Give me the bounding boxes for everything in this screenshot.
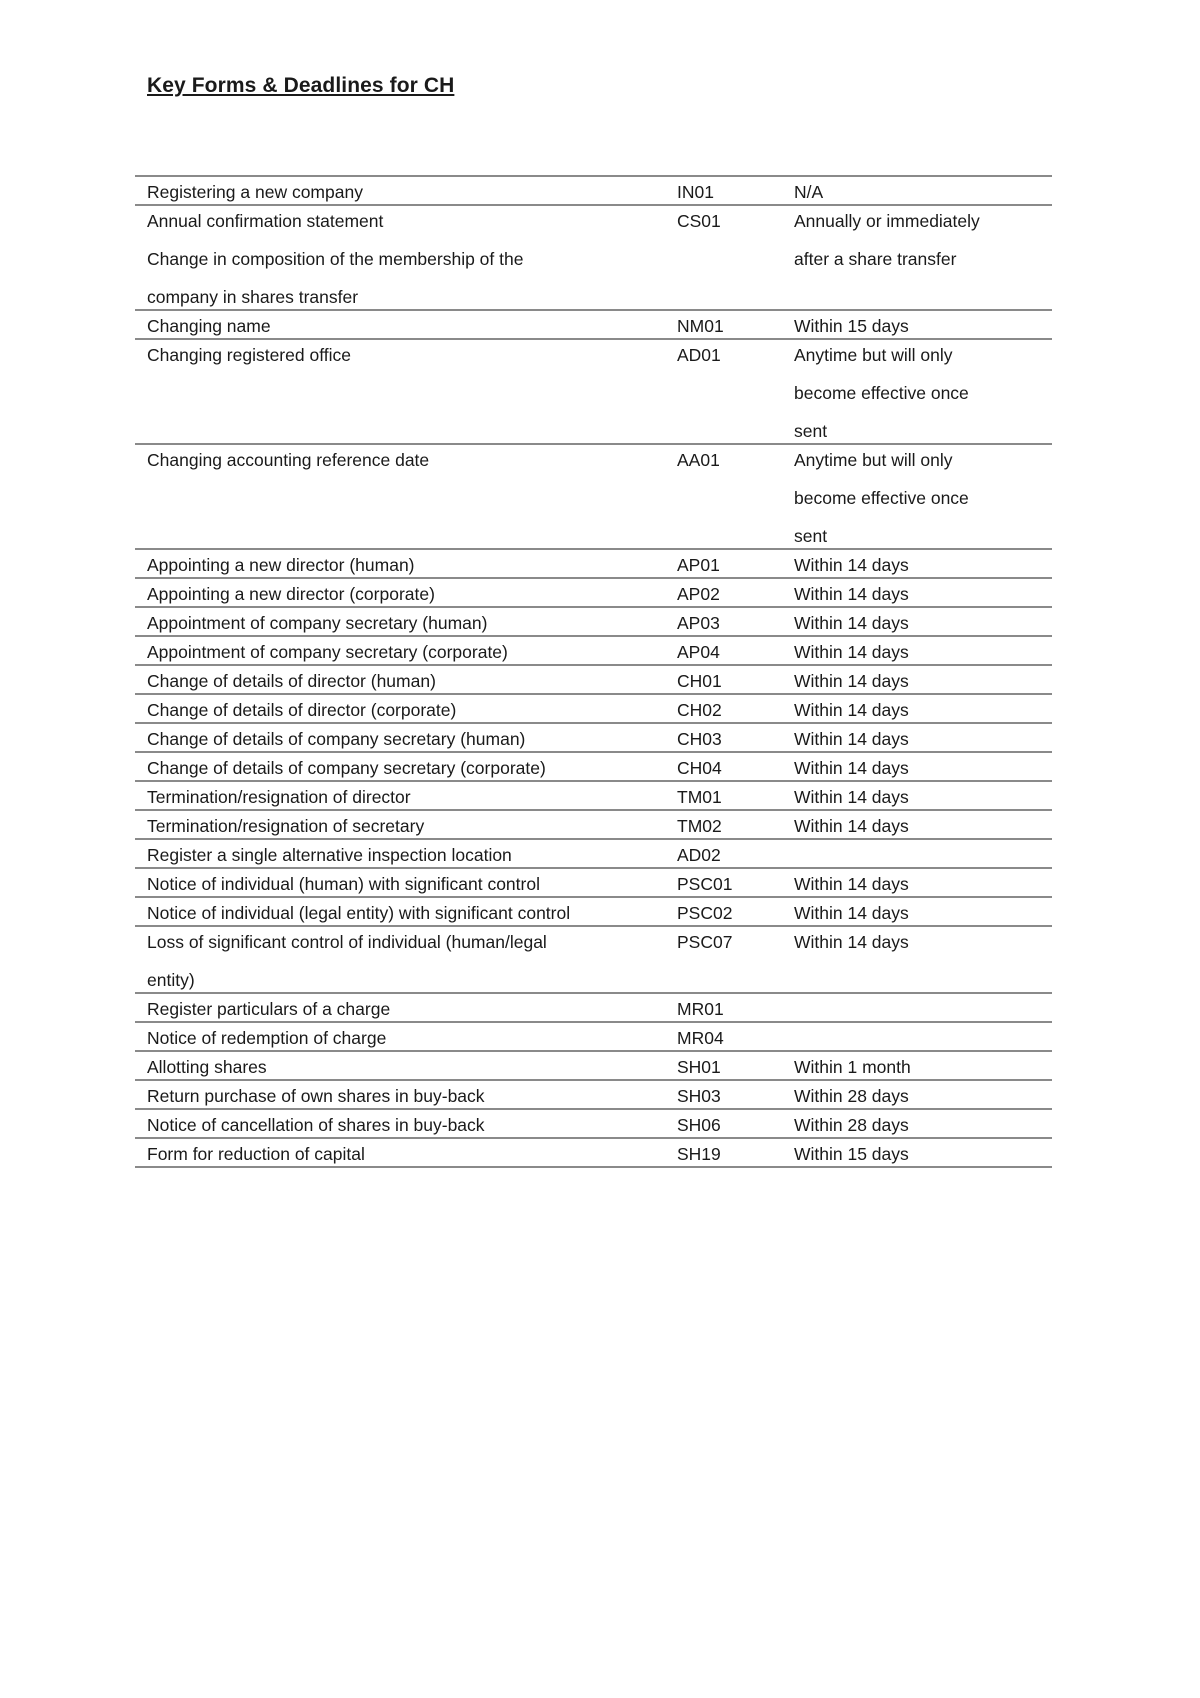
cell-form-code: TM01 [677, 787, 722, 807]
deadline-line: Within 15 days [794, 316, 909, 336]
cell-form-code: NM01 [677, 316, 724, 336]
description-line: Termination/resignation of secretary [147, 816, 425, 836]
description-line: Notice of redemption of charge [147, 1028, 387, 1048]
cell-form-code: MR04 [677, 1028, 724, 1048]
cell-form-code: CH04 [677, 758, 722, 778]
cell-description [135, 781, 669, 810]
cell-description [135, 578, 669, 607]
table-row [135, 897, 1052, 926]
description-line: Loss of significant control of individual (human/legal [147, 932, 547, 952]
description-line: Notice of cancellation of shares in buy-back [147, 1115, 485, 1135]
cell-form-code: AP01 [677, 555, 720, 575]
table-row [135, 723, 1052, 752]
cell-deadline [782, 607, 1052, 636]
cell-deadline [782, 310, 1052, 339]
cell-description [135, 636, 669, 665]
deadline-line: Within 28 days [794, 1086, 909, 1106]
deadline-line: N/A [794, 182, 824, 202]
cell-deadline [782, 993, 1052, 1022]
deadline-line: Within 14 days [794, 903, 909, 923]
cell-description [135, 752, 669, 781]
deadline-line: Within 14 days [794, 642, 909, 662]
cell-description [135, 607, 669, 636]
deadline-line: become effective once [794, 383, 969, 403]
deadline-line: Annually or immediately [794, 211, 980, 231]
deadline-line: Within 14 days [794, 613, 909, 633]
description-line: Register particulars of a charge [147, 999, 391, 1019]
table-row [135, 1138, 1052, 1167]
deadline-line: Within 14 days [794, 787, 909, 807]
cell-form-code: AA01 [677, 450, 720, 470]
deadline-line: Within 14 days [794, 758, 909, 778]
table-row [135, 1109, 1052, 1138]
table-row [135, 1022, 1052, 1051]
description-line: Change of details of company secretary (corporate) [147, 758, 546, 778]
cell-deadline [782, 205, 1052, 310]
cell-description [135, 1109, 669, 1138]
cell-deadline [782, 578, 1052, 607]
deadline-line: after a share transfer [794, 249, 957, 269]
deadline-line: become effective once [794, 488, 969, 508]
table-row [135, 607, 1052, 636]
cell-description [135, 810, 669, 839]
description-line: Change of details of director (corporate) [147, 700, 457, 720]
deadline-line: sent [794, 526, 828, 546]
cell-form-code: IN01 [677, 182, 714, 202]
cell-deadline [782, 868, 1052, 897]
cell-deadline [782, 549, 1052, 578]
description-line: Change of details of company secretary (human) [147, 729, 526, 749]
deadline-line: sent [794, 421, 828, 441]
table-row [135, 781, 1052, 810]
cell-form-code: TM02 [677, 816, 722, 836]
cell-description [135, 310, 669, 339]
cell-deadline [782, 665, 1052, 694]
table-row [135, 752, 1052, 781]
table-row [135, 1051, 1052, 1080]
table-row [135, 205, 1052, 310]
cell-form-code: SH03 [677, 1086, 721, 1106]
cell-form-code: AP03 [677, 613, 720, 633]
cell-description [135, 1051, 669, 1080]
cell-deadline [782, 339, 1052, 444]
deadline-line: Within 14 days [794, 932, 909, 952]
description-line: Change in composition of the membership of the [147, 249, 524, 269]
cell-description [135, 868, 669, 897]
description-line: Registering a new company [147, 182, 363, 202]
description-line: Termination/resignation of director [147, 787, 411, 807]
cell-form-code: CH02 [677, 700, 722, 720]
cell-description [135, 694, 669, 723]
description-line: Change of details of director (human) [147, 671, 436, 691]
cell-description [135, 839, 669, 868]
cell-description [135, 665, 669, 694]
description-line: Annual confirmation statement [147, 211, 384, 231]
description-line: Changing accounting reference date [147, 450, 430, 470]
deadline-line: Within 15 days [794, 1144, 909, 1164]
cell-description [135, 549, 669, 578]
cell-form-code: SH01 [677, 1057, 721, 1077]
forms-deadlines-table [135, 175, 1052, 1168]
cell-form-code: SH19 [677, 1144, 721, 1164]
cell-form-code: AP02 [677, 584, 720, 604]
table-row [135, 444, 1052, 549]
cell-deadline [782, 694, 1052, 723]
deadline-line: Within 14 days [794, 816, 909, 836]
description-line: company in shares transfer [147, 287, 359, 307]
table-row [135, 549, 1052, 578]
cell-deadline [782, 723, 1052, 752]
cell-description [135, 1080, 669, 1109]
cell-form-code: AD01 [677, 345, 721, 365]
description-line: Form for reduction of capital [147, 1144, 365, 1164]
cell-deadline [782, 752, 1052, 781]
cell-form-code: AD02 [677, 845, 721, 865]
page-title: Key Forms & Deadlines for CH [147, 74, 455, 97]
cell-description [135, 926, 669, 993]
cell-deadline [782, 176, 1052, 205]
cell-deadline [782, 926, 1052, 993]
description-line: Register a single alternative inspection location [147, 845, 512, 865]
cell-deadline [782, 1022, 1052, 1051]
cell-deadline [782, 810, 1052, 839]
deadline-line: Within 14 days [794, 874, 909, 894]
table-row [135, 310, 1052, 339]
cell-description [135, 1022, 669, 1051]
table-row [135, 636, 1052, 665]
deadline-line: Within 1 month [794, 1057, 911, 1077]
cell-form-code: PSC02 [677, 903, 733, 923]
cell-deadline [782, 1109, 1052, 1138]
cell-deadline [782, 897, 1052, 926]
cell-description [135, 723, 669, 752]
table-row [135, 1080, 1052, 1109]
description-line: Return purchase of own shares in buy-back [147, 1086, 485, 1106]
cell-deadline [782, 781, 1052, 810]
table-row [135, 926, 1052, 993]
cell-description [135, 1138, 669, 1167]
description-line: Appointment of company secretary (human) [147, 613, 488, 633]
description-line: Appointing a new director (human) [147, 555, 415, 575]
cell-form-code: AP04 [677, 642, 720, 662]
cell-description [135, 993, 669, 1022]
table-row [135, 578, 1052, 607]
table-row [135, 339, 1052, 444]
cell-deadline [782, 444, 1052, 549]
cell-deadline [782, 1051, 1052, 1080]
cell-description [135, 339, 669, 444]
description-line: Changing registered office [147, 345, 351, 365]
deadline-line: Anytime but will only [794, 345, 953, 365]
table-row [135, 176, 1052, 205]
table-row [135, 839, 1052, 868]
cell-description [135, 897, 669, 926]
cell-deadline [782, 1138, 1052, 1167]
cell-description [135, 205, 669, 310]
cell-form-code: PSC01 [677, 874, 733, 894]
cell-deadline [782, 1080, 1052, 1109]
deadline-line: Within 14 days [794, 584, 909, 604]
table-body [135, 176, 1052, 1167]
cell-form-code: PSC07 [677, 932, 733, 952]
cell-deadline [782, 839, 1052, 868]
cell-form-code: SH06 [677, 1115, 721, 1135]
description-line: Changing name [147, 316, 271, 336]
cell-form-code: CS01 [677, 211, 721, 231]
table-row [135, 810, 1052, 839]
description-line: entity) [147, 970, 195, 990]
description-line: Notice of individual (human) with significant control [147, 874, 540, 894]
deadline-line: Within 28 days [794, 1115, 909, 1135]
cell-form-code: MR01 [677, 999, 724, 1019]
description-line: Notice of individual (legal entity) with significant control [147, 903, 571, 923]
cell-form-code: CH01 [677, 671, 722, 691]
table-row [135, 868, 1052, 897]
cell-description [135, 444, 669, 549]
deadline-line: Within 14 days [794, 671, 909, 691]
description-line: Allotting shares [147, 1057, 267, 1077]
deadline-line: Within 14 days [794, 555, 909, 575]
table-row [135, 665, 1052, 694]
table-row [135, 993, 1052, 1022]
description-line: Appointing a new director (corporate) [147, 584, 435, 604]
table-row [135, 694, 1052, 723]
deadline-line: Anytime but will only [794, 450, 953, 470]
cell-deadline [782, 636, 1052, 665]
deadline-line: Within 14 days [794, 729, 909, 749]
deadline-line: Within 14 days [794, 700, 909, 720]
cell-description [135, 176, 669, 205]
cell-form-code: CH03 [677, 729, 722, 749]
description-line: Appointment of company secretary (corporate) [147, 642, 508, 662]
